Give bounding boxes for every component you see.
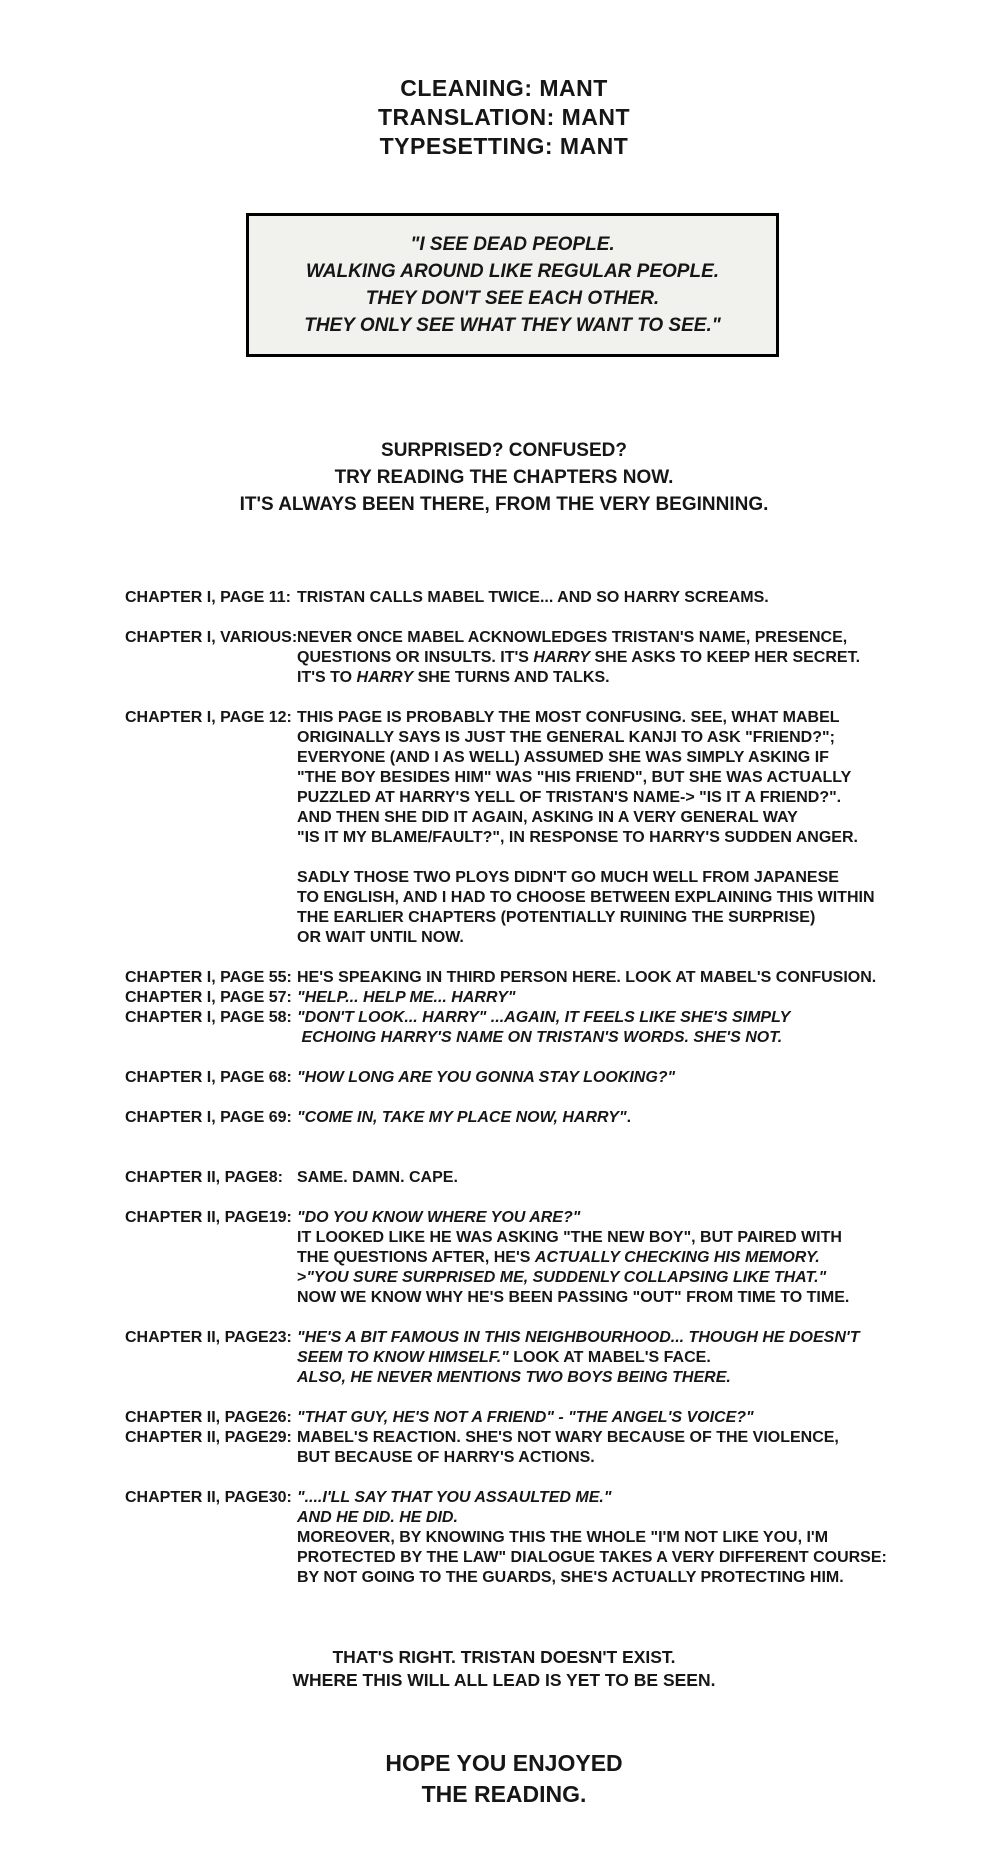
text-line: SURPRISED? CONFUSED? <box>381 440 627 461</box>
note <box>125 708 1008 948</box>
note-text <box>297 1408 754 1428</box>
text-line: NOW WE KNOW WHY HE'S BEEN PASSING "OUT" FROM TIME TO TIME. <box>297 1289 850 1306</box>
note <box>125 1328 1008 1388</box>
text-line: IT'S TO HARRY SHE TURNS AND TALKS. <box>297 669 610 686</box>
note-text <box>297 1168 458 1188</box>
note-label: CHAPTER I, PAGE 11: <box>125 589 291 606</box>
text-line: THEY ONLY SEE WHAT THEY WANT TO SEE." <box>304 315 721 336</box>
note-label: CHAPTER I, PAGE 55: <box>125 969 292 986</box>
outro-block <box>0 1646 1008 1692</box>
text-line: AND HE DID. HE DID. <box>297 1509 458 1526</box>
text-line: SEEM TO KNOW HIMSELF." LOOK AT MABEL'S FACE. <box>297 1349 711 1366</box>
note-label: CHAPTER I, PAGE 12: <box>125 709 292 726</box>
text-line: "THAT GUY, HE'S NOT A FRIEND" - "THE ANGEL'S VOICE?" <box>297 1409 754 1426</box>
text-line: "....I'LL SAY THAT YOU ASSAULTED ME." <box>297 1489 612 1506</box>
note-text <box>297 1008 790 1048</box>
note-text <box>297 708 875 948</box>
note-label: CHAPTER I, VARIOUS: <box>125 629 298 646</box>
chapter-notes-list <box>0 588 1008 1588</box>
note-label: CHAPTER I, PAGE 58: <box>125 1009 292 1026</box>
text-line: "HE'S A BIT FAMOUS IN THIS NEIGHBOURHOOD... THOUGH HE DOESN'T <box>297 1329 860 1346</box>
note <box>125 988 1008 1008</box>
text-line: SADLY THOSE TWO PLOYS DIDN'T GO MUCH WELL FROM JAPANESE <box>297 869 839 886</box>
note-label: CHAPTER I, PAGE 68: <box>125 1069 292 1086</box>
text-line: ALSO, HE NEVER MENTIONS TWO BOYS BEING THERE. <box>297 1369 731 1386</box>
note-text <box>297 1428 839 1468</box>
text-line: EVERYONE (AND I AS WELL) ASSUMED SHE WAS SIMPLY ASKING IF <box>297 749 829 766</box>
credits-block <box>0 0 1008 161</box>
text-line: NEVER ONCE MABEL ACKNOWLEDGES TRISTAN'S NAME, PRESENCE, <box>297 629 848 646</box>
text-line: "HOW LONG ARE YOU GONNA STAY LOOKING?" <box>297 1069 676 1086</box>
text-line: ECHOING HARRY'S NAME ON TRISTAN'S WORDS. SHE'S NOT. <box>301 1029 783 1046</box>
text-line: "THE BOY BESIDES HIM" WAS "HIS FRIEND", BUT SHE WAS ACTUALLY <box>297 769 852 786</box>
text-line: BUT BECAUSE OF HARRY'S ACTIONS. <box>297 1449 595 1466</box>
text-line: MABEL'S REACTION. SHE'S NOT WARY BECAUSE OF THE VIOLENCE, <box>297 1429 839 1446</box>
text-line: IT LOOKED LIKE HE WAS ASKING "THE NEW BOY", BUT PAIRED WITH <box>297 1229 842 1246</box>
note-text <box>297 1488 887 1588</box>
text-line: THAT'S RIGHT. TRISTAN DOESN'T EXIST. <box>332 1647 676 1667</box>
text-line: THIS PAGE IS PROBABLY THE MOST CONFUSING. SEE, WHAT MABEL <box>297 709 840 726</box>
note <box>125 1428 1008 1468</box>
quote-box <box>246 213 779 357</box>
text-line: TRANSLATION: MANT <box>377 104 631 130</box>
text-line: IT'S ALWAYS BEEN THERE, FROM THE VERY BEGINNING. <box>239 494 769 515</box>
text-line: TRISTAN CALLS MABEL TWICE... AND SO HARRY SCREAMS. <box>297 589 769 606</box>
text-line: ORIGINALLY SAYS IS JUST THE GENERAL KANJI TO ASK "FRIEND?"; <box>297 729 835 746</box>
text-line: "IS IT MY BLAME/FAULT?", IN RESPONSE TO HARRY'S SUDDEN ANGER. <box>297 829 858 846</box>
note-text <box>297 628 860 688</box>
text-line: WALKING AROUND LIKE REGULAR PEOPLE. <box>305 261 720 282</box>
note-label: CHAPTER II, PAGE26: <box>125 1409 292 1426</box>
text-line: "I SEE DEAD PEOPLE. <box>410 234 615 255</box>
note-label: CHAPTER II, PAGE23: <box>125 1329 292 1346</box>
text-line: THEY DON'T SEE EACH OTHER. <box>365 288 660 309</box>
text-line: >"YOU SURE SURPRISED ME, SUDDENLY COLLAPSING LIKE THAT." <box>297 1269 827 1286</box>
note <box>125 1208 1008 1308</box>
note-label: CHAPTER I, PAGE 57: <box>125 989 292 1006</box>
note-label: CHAPTER II, PAGE8: <box>125 1169 283 1186</box>
note <box>125 1068 1008 1088</box>
note-text <box>297 1328 859 1388</box>
note <box>125 1488 1008 1588</box>
farewell-block <box>0 1748 1008 1810</box>
text-line <box>297 848 875 868</box>
text-line: "DON'T LOOK... HARRY" ...AGAIN, IT FEELS LIKE SHE'S SIMPLY <box>297 1009 791 1026</box>
note-label: CHAPTER II, PAGE29: <box>125 1429 292 1446</box>
note-label: CHAPTER II, PAGE30: <box>125 1489 292 1506</box>
note-text <box>297 1108 631 1128</box>
text-line: PROTECTED BY THE LAW" DIALOGUE TAKES A VERY DIFFERENT COURSE: <box>297 1549 887 1566</box>
text-line: BY NOT GOING TO THE GUARDS, SHE'S ACTUALLY PROTECTING HIM. <box>297 1569 844 1586</box>
note-text <box>297 588 769 608</box>
text-line: TRY READING THE CHAPTERS NOW. <box>334 467 674 488</box>
text-line: "HELP... HELP ME... HARRY" <box>297 989 516 1006</box>
note <box>125 628 1008 688</box>
note-text <box>297 968 876 988</box>
text-line: CLEANING: MANT <box>400 75 608 101</box>
note <box>125 968 1008 988</box>
text-line: THE READING. <box>421 1781 587 1807</box>
text-line: WHERE THIS WILL ALL LEAD IS YET TO BE SEEN. <box>292 1670 716 1690</box>
note-label: CHAPTER II, PAGE19: <box>125 1209 292 1226</box>
text-line: AND THEN SHE DID IT AGAIN, ASKING IN A VERY GENERAL WAY <box>297 809 798 826</box>
text-line: MOREOVER, BY KNOWING THIS THE WHOLE "I'M NOT LIKE YOU, I'M <box>297 1529 829 1546</box>
text-line: OR WAIT UNTIL NOW. <box>297 929 464 946</box>
intro-block <box>0 437 1008 518</box>
text-line: HE'S SPEAKING IN THIRD PERSON HERE. LOOK AT MABEL'S CONFUSION. <box>297 969 877 986</box>
note <box>125 1408 1008 1428</box>
text-line: QUESTIONS OR INSULTS. IT'S HARRY SHE ASKS TO KEEP HER SECRET. <box>297 649 861 666</box>
text-line: THE QUESTIONS AFTER, HE'S ACTUALLY CHECKING HIS MEMORY. <box>297 1249 820 1266</box>
text-line: TO ENGLISH, AND I HAD TO CHOOSE BETWEEN EXPLAINING THIS WITHIN <box>297 889 875 906</box>
text-line: TYPESETTING: MANT <box>379 133 629 159</box>
text-line: HOPE YOU ENJOYED <box>385 1750 623 1776</box>
text-line: "COME IN, TAKE MY PLACE NOW, HARRY". <box>297 1109 632 1126</box>
text-line: PUZZLED AT HARRY'S YELL OF TRISTAN'S NAME-> "IS IT A FRIEND?". <box>297 789 842 806</box>
text-line: "DO YOU KNOW WHERE YOU ARE?" <box>297 1209 581 1226</box>
note <box>125 1108 1008 1128</box>
note-text <box>297 988 515 1008</box>
note-text <box>297 1068 675 1088</box>
note <box>125 588 1008 608</box>
note <box>125 1008 1008 1048</box>
note-label: CHAPTER I, PAGE 69: <box>125 1109 292 1126</box>
note-text <box>297 1208 849 1308</box>
text-line: SAME. DAMN. CAPE. <box>297 1169 458 1186</box>
text-line: THE EARLIER CHAPTERS (POTENTIALLY RUINING THE SURPRISE) <box>297 909 816 926</box>
note <box>125 1168 1008 1188</box>
